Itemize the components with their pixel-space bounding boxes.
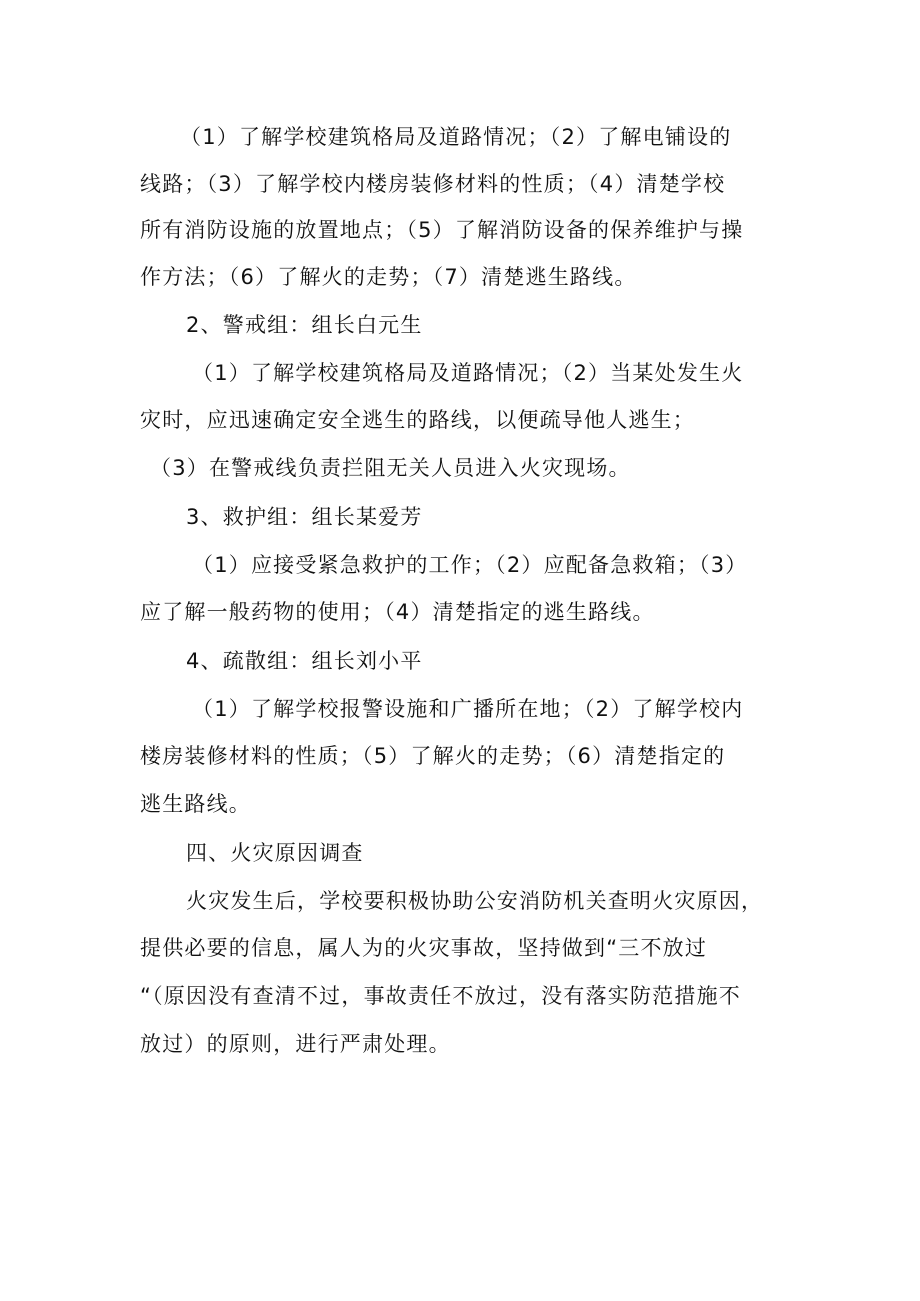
text-line-14: 楼房装修材料的性质；（5）了解火的走势；（6）清楚指定的 xyxy=(140,744,726,768)
section-heading-rescue-group: 3、救护组：组长某爱芳 xyxy=(186,505,423,529)
text-line-20: 放过）的原则，进行严肃处理。 xyxy=(140,1032,451,1056)
section-heading-fire-cause: 四、火灾原因调查 xyxy=(186,841,364,865)
text-line-10: （1）应接受紧急救护的工作；（2）应配备急救箱；（3） xyxy=(192,553,748,577)
text-line-7: 灾时，应迅速确定安全逃生的路线，以便疏导他人逃生； xyxy=(140,408,695,432)
text-line-15: 逃生路线。 xyxy=(140,792,251,816)
text-line-18: 提供必要的信息，属人为的火灾事故，坚持做到“三不放过 xyxy=(140,936,708,960)
text-line-17: 火灾发生后，学校要积极协助公安消防机关查明火灾原因， xyxy=(186,889,764,913)
text-line-4: 作方法；（6）了解火的走势；（7）清楚逃生路线。 xyxy=(140,265,637,289)
text-line-2: 线路；（3）了解学校内楼房装修材料的性质；（4）清楚学校 xyxy=(140,172,726,196)
text-line-13: （1）了解学校报警设施和广播所在地；（2）了解学校内 xyxy=(192,697,744,721)
text-line-6: （1）了解学校建筑格局及道路情况；（2）当某处发生火 xyxy=(192,361,744,385)
text-line-19: “（原因没有查清不过，事故责任不放过，没有落实防范措施不 xyxy=(140,984,741,1008)
section-heading-evacuation-group: 4、疏散组：组长刘小平 xyxy=(186,649,423,673)
section-heading-alert-group: 2、警戒组：组长白元生 xyxy=(186,313,423,337)
text-line-11: 应了解一般药物的使用；（4）清楚指定的逃生路线。 xyxy=(140,600,655,624)
text-line-8: （3）在警戒线负责拦阻无关人员进入火灾现场。 xyxy=(150,456,631,480)
text-line-1: （1）了解学校建筑格局及道路情况；（2）了解电铺设的 xyxy=(180,125,732,149)
text-line-3: 所有消防设施的放置地点；（5）了解消防设备的保养维护与操 xyxy=(140,218,744,242)
